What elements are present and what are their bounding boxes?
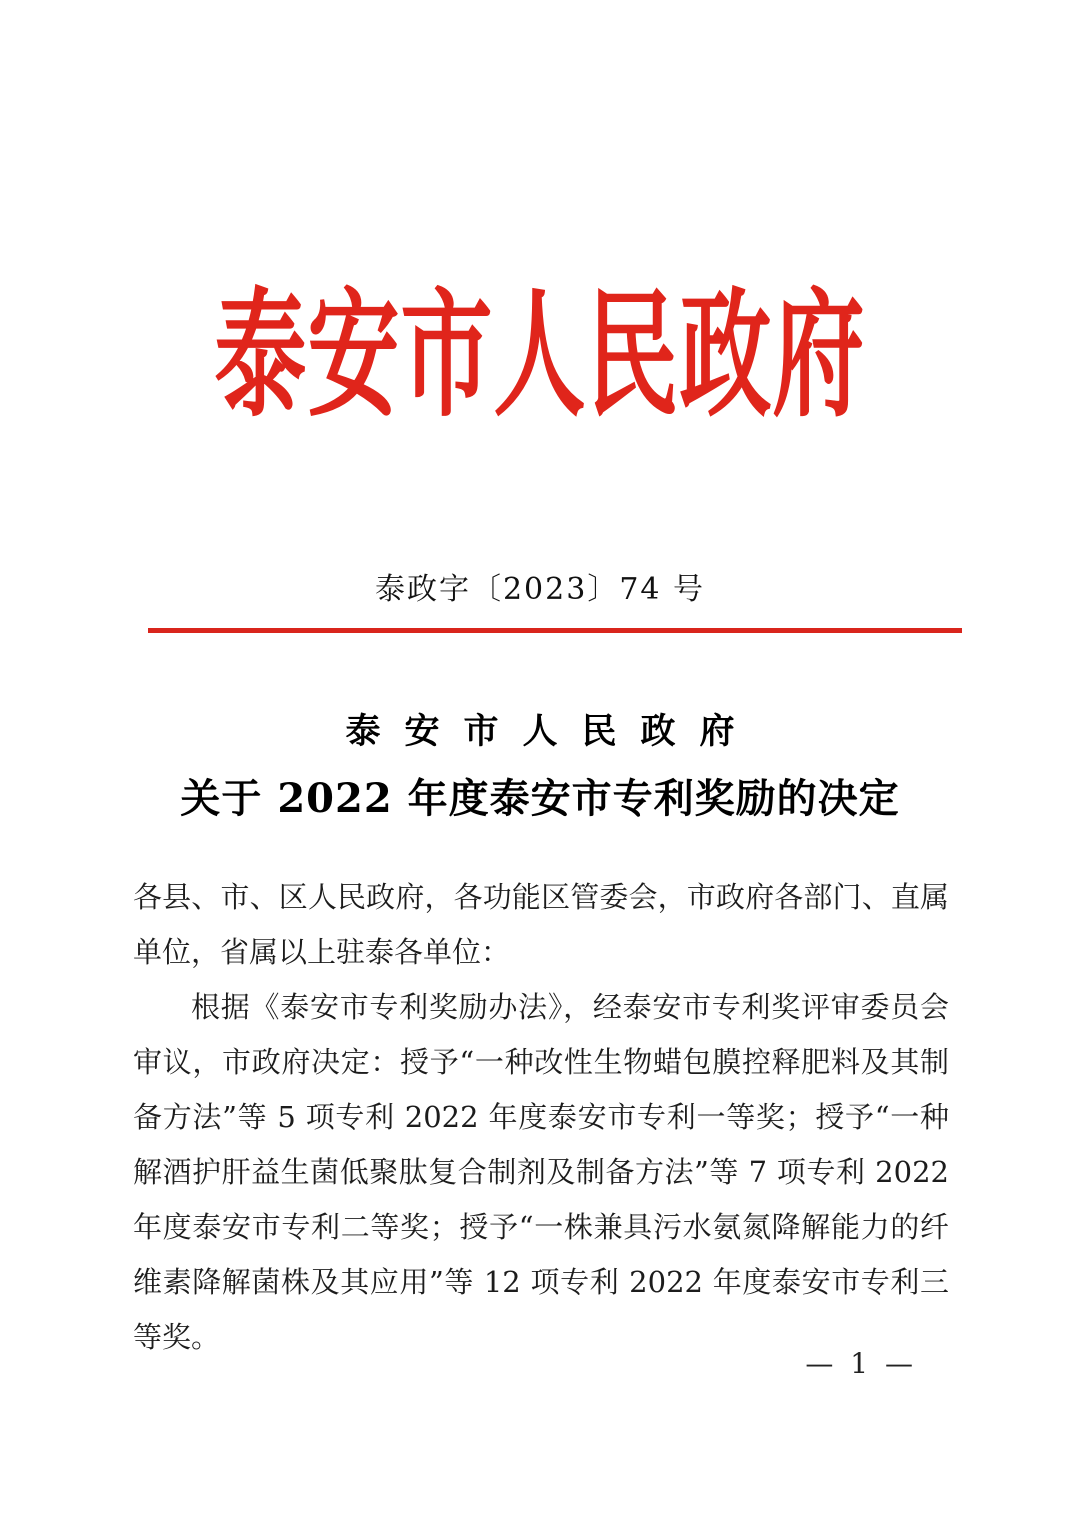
paragraph-decision: 根据《泰安市专利奖励办法》，经泰安市专利奖评审委员会审议，市政府决定：授予“一种改性生物蜡包膜控释肥料及其制备方法”等 5 项专利 2022 年度泰安市专利一等奖；授予“一种解酒护肝益生菌低聚肽复合制剂及制备方法”等 7 项专利 2022 年度泰安市专利二等奖；授予“一株兼具污水氨氮降解能力的纤维素降解菌株及其应用”等 12 项专利 2022 年度泰安市专利三等奖。 [133, 990, 949, 1354]
red-divider-line [148, 628, 962, 633]
document-title-issuer: 泰安市人民政府 [345, 711, 759, 752]
doc-number: 泰政字〔2023〕74 号 [374, 572, 706, 607]
masthead-title: 泰安市人民政府 [214, 274, 866, 436]
document-body [133, 870, 949, 1365]
document-title-subject: 关于 2022 年度泰安市专利奖励的决定 [180, 775, 900, 822]
document-title [0, 710, 1080, 824]
paragraph-addressees: 各县、市、区人民政府，各功能区管委会，市政府各部门、直属单位，省属以上驻泰各单位： [133, 880, 949, 969]
page-number: — 1 — [805, 1347, 917, 1380]
